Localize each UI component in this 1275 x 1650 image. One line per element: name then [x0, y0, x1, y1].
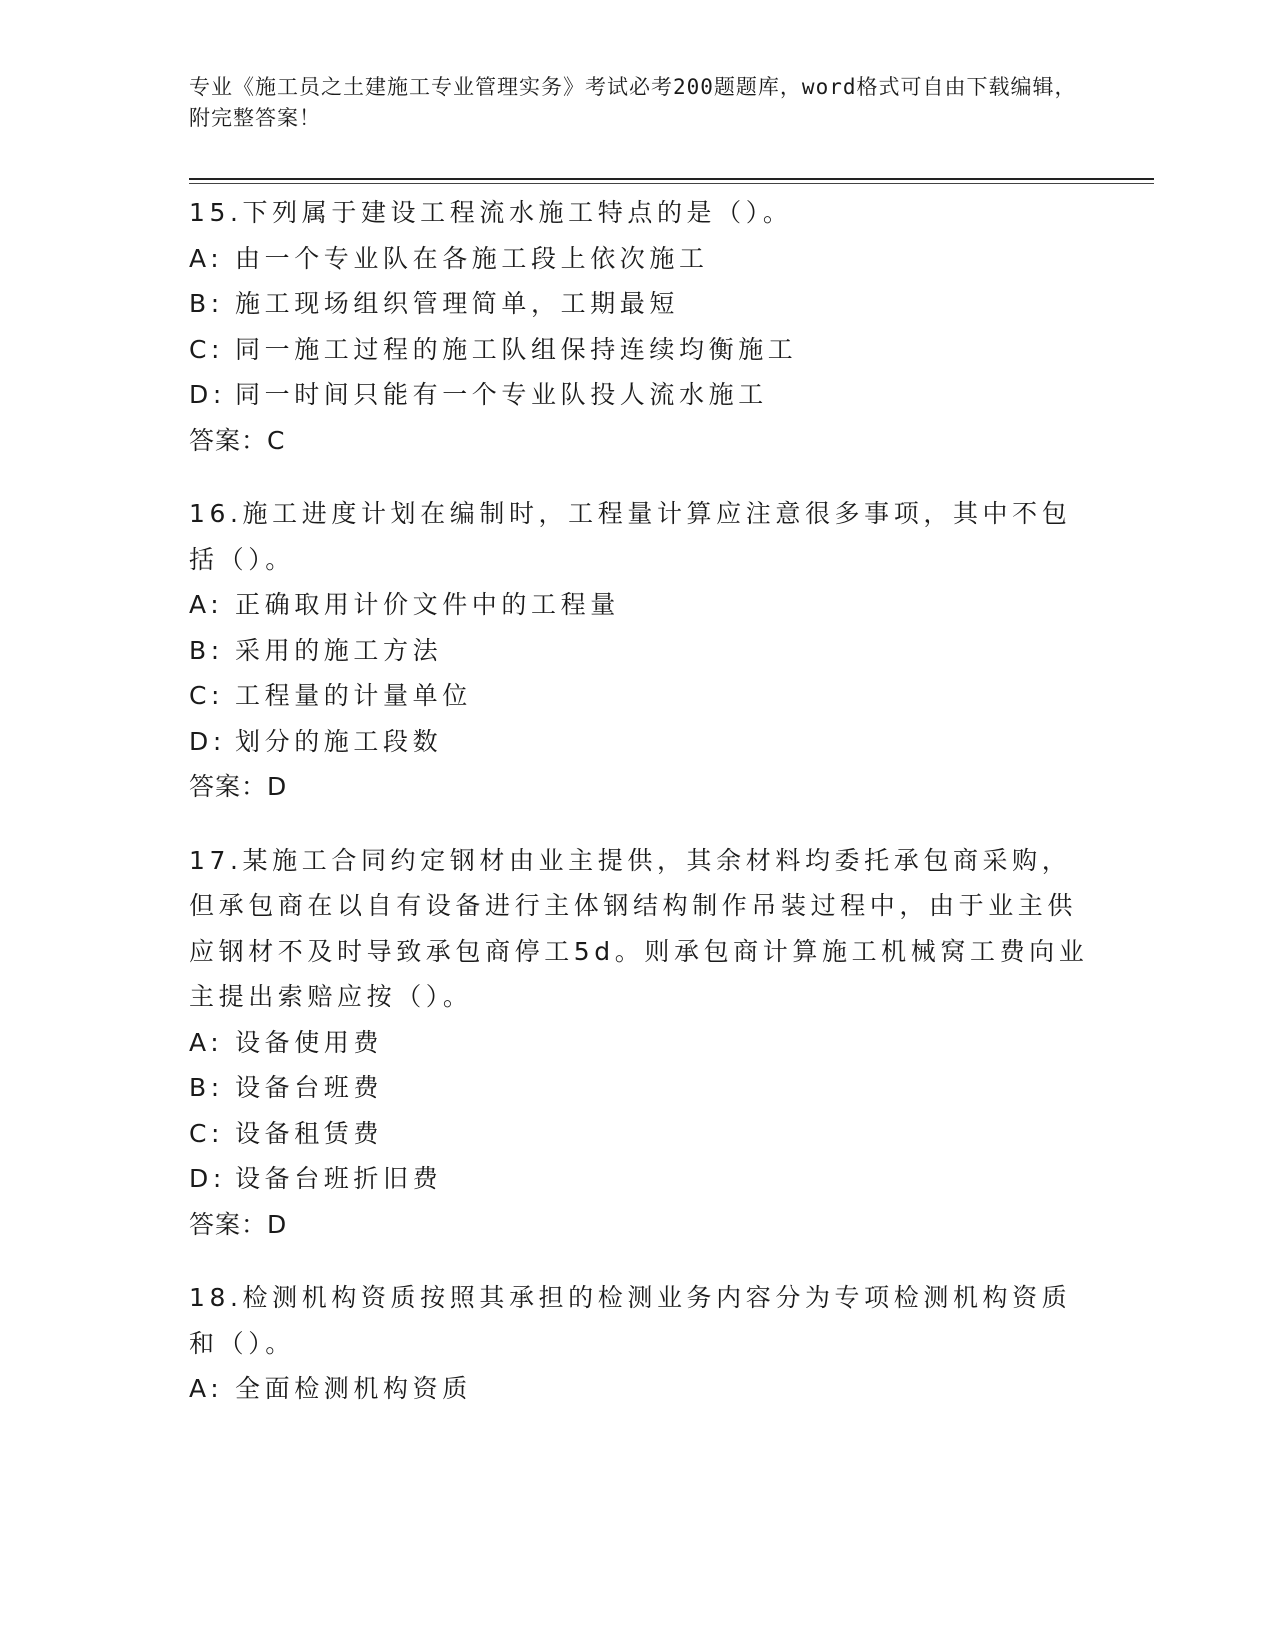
option-c: [189, 673, 1089, 719]
page-header: 专业《施工员之土建施工专业管理实务》考试必考200题题库，word格式可自由下载编辑，附完整答案！: [189, 75, 1077, 130]
question-text: 17.某施工合同约定钢材由业主提供，其余材料均委托承包商采购，但承包商在以自有设备进行主体钢结构制作吊装过程中，由于业主供应钢材不及时导致承包商停工5d。则承包商计算施工机械窝工费向业主提出索赔应按（）。: [189, 845, 1089, 1011]
option-text: 正确取用计价文件中的工程量: [235, 590, 620, 619]
option-letter: C:: [189, 1118, 225, 1148]
option-a: [189, 582, 1089, 628]
option-text: 划分的施工段数: [235, 726, 443, 756]
option-letter: C:: [189, 334, 225, 364]
option-letter: A:: [189, 1027, 224, 1057]
option-text: 由一个专业队在各施工段上依次施工: [235, 243, 709, 273]
option-letter: B:: [189, 635, 224, 665]
option-b: [189, 281, 1089, 327]
header-divider-thin: [189, 183, 1154, 184]
header-divider-thick: [189, 178, 1154, 180]
option-text: 同一施工过程的施工队组保持连续均衡施工: [235, 334, 798, 364]
option-d: [189, 372, 1089, 418]
option-letter: A:: [189, 1374, 224, 1403]
option-letter: C:: [189, 681, 225, 710]
option-b: [189, 628, 1089, 674]
option-text: 采用的施工方法: [235, 635, 443, 665]
option-text: 同一时间只能有一个专业队投人流水施工: [235, 380, 768, 409]
question-list: [189, 190, 1089, 1440]
option-text: 工程量的计量单位: [235, 681, 472, 710]
option-letter: B:: [189, 289, 224, 318]
option-text: 设备租赁费: [235, 1118, 384, 1148]
option-b: [189, 1065, 1089, 1111]
option-text: 设备台班费: [235, 1073, 384, 1102]
question-text: 18.检测机构资质按照其承担的检测业务内容分为专项检测机构资质和（）。: [189, 1283, 1072, 1358]
option-text: 施工现场组织管理简单，工期最短: [235, 289, 680, 318]
option-text: 全面检测机构资质: [235, 1374, 472, 1403]
answer-line: 答案：C: [189, 425, 286, 455]
answer-line: 答案：D: [189, 1209, 288, 1239]
answer-line: 答案：D: [189, 772, 288, 801]
option-a: [189, 1020, 1089, 1066]
question-15: [189, 190, 1089, 463]
question-text: 16.施工进度计划在编制时，工程量计算应注意很多事项，其中不包括（）。: [189, 499, 1072, 574]
option-a: [189, 1366, 1089, 1412]
question-16: [189, 491, 1089, 810]
option-letter: A:: [189, 590, 224, 619]
option-c: [189, 327, 1089, 373]
option-text: 设备台班折旧费: [235, 1164, 443, 1193]
option-text: 设备使用费: [235, 1027, 384, 1057]
option-d: [189, 1156, 1089, 1202]
question-text: 15.下列属于建设工程流水施工特点的是（）。: [189, 198, 793, 227]
option-letter: A:: [189, 243, 224, 273]
option-letter: D:: [189, 380, 226, 409]
option-d: [189, 719, 1089, 765]
option-c: [189, 1111, 1089, 1157]
option-letter: B:: [189, 1073, 224, 1102]
option-letter: D:: [189, 726, 226, 756]
question-18: [189, 1275, 1089, 1412]
option-a: [189, 236, 1089, 282]
question-17: [189, 838, 1089, 1248]
option-letter: D:: [189, 1164, 226, 1193]
